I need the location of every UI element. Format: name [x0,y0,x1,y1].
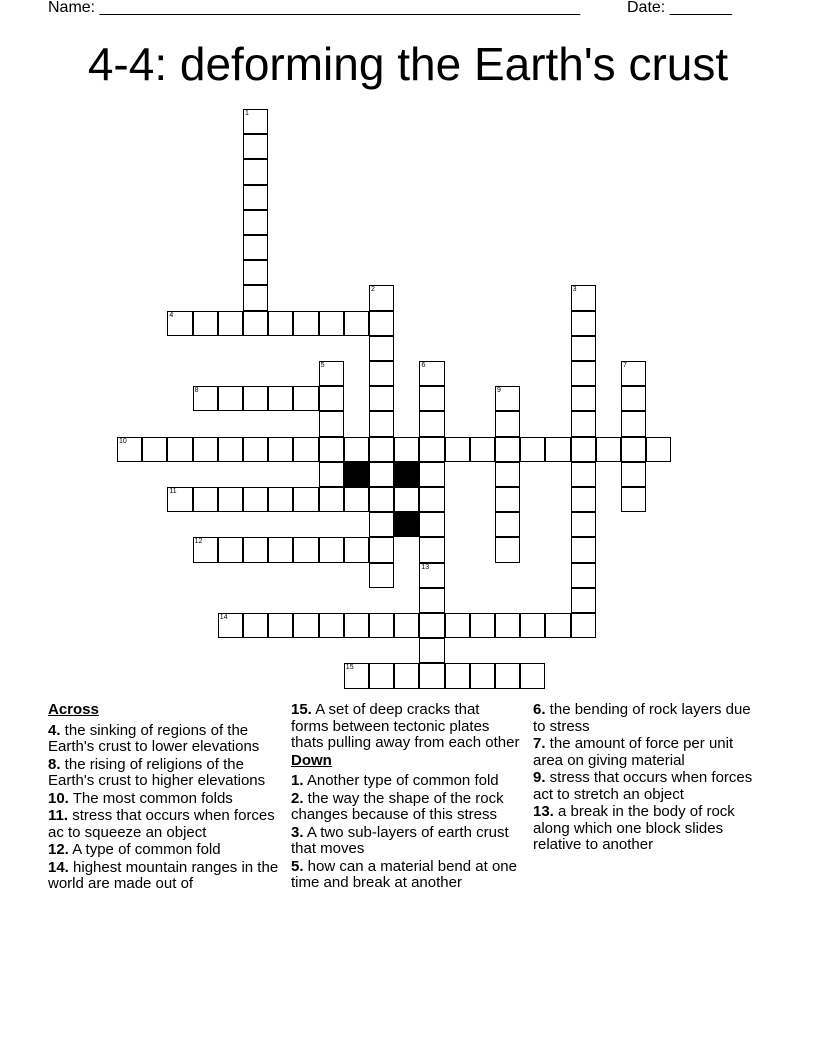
grid-cell[interactable] [218,613,243,638]
grid-cell[interactable] [369,411,394,436]
grid-cell[interactable] [571,285,596,310]
grid-cell[interactable] [621,411,646,436]
clue-number: 13. [533,803,554,820]
clue-text: the rising of religions of the Earth's crust to higher elevations [48,755,266,789]
grid-cell[interactable] [243,185,268,210]
grid-cell[interactable] [495,487,520,512]
grid-cell[interactable] [293,311,318,336]
grid-cell[interactable] [571,537,596,562]
clue-number-label: 14 [219,614,228,621]
grid-cell[interactable] [571,512,596,537]
clue-number-label: 8 [194,387,199,395]
clue-number: 6. [533,701,546,718]
clue-text: A two sub-layers of earth crust that moves [291,823,509,857]
grid-cell[interactable] [268,311,293,336]
grid-cell[interactable] [319,386,344,411]
clue-number-label: 2 [371,286,375,294]
grid-cell[interactable] [621,462,646,487]
grid-cell[interactable] [369,537,394,562]
clue-number-label: 1 [245,110,249,117]
grid-cell[interactable] [243,260,268,285]
grid-cell[interactable] [520,663,545,688]
grid-cell[interactable] [319,537,344,562]
grid-cell[interactable] [369,311,394,336]
grid-cell[interactable] [394,613,419,638]
grid-cell[interactable] [319,487,344,512]
grid-cell[interactable] [571,311,596,336]
grid-cell[interactable] [621,361,646,386]
grid-cell[interactable] [571,361,596,386]
grid-cell[interactable] [571,411,596,436]
grid-cell[interactable] [344,311,369,336]
grid-cell[interactable] [344,437,369,462]
grid-cell[interactable] [369,487,394,512]
clue-number-label: 11 [169,488,177,495]
clue-number-label: 10 [119,437,127,445]
grid-cell[interactable] [243,437,268,462]
grid-cell[interactable] [243,235,268,260]
grid-cell[interactable] [520,437,545,462]
grid-cell[interactable] [596,437,621,462]
grid-cell[interactable] [394,437,419,462]
grid-cell[interactable] [571,588,596,613]
clue-number: 9. [533,769,546,786]
clue-down-5 [291,859,521,892]
grid-cell[interactable] [319,462,344,487]
grid-cell[interactable] [470,613,495,638]
clue-number-label: 5 [320,362,325,369]
grid-cell[interactable] [621,437,646,462]
clue-across-4 [48,723,284,756]
grid-cell[interactable] [193,537,218,562]
clue-down-9 [533,770,765,803]
grid-cell[interactable] [571,336,596,361]
clues-column-2 [291,702,521,893]
date-field-label: Date: _______ [627,0,732,16]
clue-text: the amount of force per unit area on giving material [533,735,734,769]
down-heading: Down [291,751,332,769]
grid-cell[interactable] [445,613,470,638]
grid-cell[interactable] [419,386,444,411]
grid-cell[interactable] [218,487,243,512]
grid-cell[interactable] [293,437,318,462]
grid-cell[interactable] [319,411,344,436]
grid-cell[interactable] [621,386,646,411]
grid-cell[interactable] [495,411,520,436]
grid-cell[interactable] [520,613,545,638]
grid-cell[interactable] [243,134,268,159]
grid-cell[interactable] [243,159,268,184]
grid-cell[interactable] [218,311,243,336]
grid-cell[interactable] [369,361,394,386]
grid-cell[interactable] [495,613,520,638]
grid-cell[interactable] [319,437,344,462]
clue-down-3 [291,825,521,858]
grid-cell[interactable] [243,210,268,235]
grid-cell[interactable] [495,386,520,411]
grid-cell[interactable] [571,437,596,462]
clue-number: 3. [291,823,304,841]
grid-cell[interactable] [621,487,646,512]
grid-cell[interactable] [369,336,394,361]
clue-number-label: 15 [345,664,354,672]
grid-cell[interactable] [445,663,470,688]
clue-text: stress that occurs when forces ac to squeeze an object [48,807,275,841]
clue-number: 14. [48,858,69,876]
clue-number: 10. [48,789,69,807]
grid-cell[interactable] [419,663,444,688]
clue-text: A type of common fold [68,841,221,858]
clue-down-6 [533,702,765,735]
grid-cell[interactable] [394,663,419,688]
grid-cell[interactable] [193,311,218,336]
black-square [344,462,369,487]
clue-across-11 [48,808,284,841]
grid-cell[interactable] [344,663,369,688]
clue-number: 8. [48,755,61,773]
grid-cell[interactable] [419,411,444,436]
grid-cell[interactable] [243,487,268,512]
clue-number-label: 13 [421,563,430,571]
grid-cell[interactable] [193,386,218,411]
name-field-label: Name: ______________________________________________________ [48,0,581,16]
grid-cell[interactable] [243,285,268,310]
clue-number-label: 3 [572,286,577,294]
grid-cell[interactable] [369,512,394,537]
clue-text: the way the shape of the rock changes because of this stress [291,789,504,823]
clue-across-15 [291,702,521,752]
grid-cell[interactable] [243,613,268,638]
grid-cell[interactable] [495,512,520,537]
grid-cell[interactable] [243,537,268,562]
black-square [394,462,419,487]
grid-cell[interactable] [571,462,596,487]
grid-cell[interactable] [419,588,444,613]
grid-cell[interactable] [419,361,444,386]
grid-cell[interactable] [344,487,369,512]
grid-cell[interactable] [142,437,167,462]
grid-cell[interactable] [344,613,369,638]
clue-down-2 [291,791,521,824]
grid-cell[interactable] [495,437,520,462]
clue-number: 15. [291,701,312,718]
grid-cell[interactable] [268,487,293,512]
grid-cell[interactable] [419,613,444,638]
grid-cell[interactable] [268,386,293,411]
grid-cell[interactable] [293,613,318,638]
clues-column-1 [48,702,284,894]
clue-text: a break in the body of rock along which one block slides relative to another [533,803,735,853]
across-heading: Across [48,701,99,718]
clue-number-label: 4 [169,311,174,319]
clue-down-7 [533,736,765,769]
grid-cell[interactable] [193,437,218,462]
clue-number: 2. [291,789,304,807]
clue-number: 5. [291,857,304,875]
grid-cell[interactable] [243,386,268,411]
grid-cell[interactable] [470,663,495,688]
grid-cell[interactable] [419,487,444,512]
grid-cell[interactable] [344,537,369,562]
grid-cell[interactable] [646,437,671,462]
grid-cell[interactable] [571,563,596,588]
clue-text: The most common folds [68,789,233,807]
clue-text: the sinking of regions of the Earth's crust to lower elevations [48,721,260,755]
grid-cell[interactable] [419,563,444,588]
page-title: 4-4: deforming the Earth's crust [87,38,729,90]
grid-cell[interactable] [319,311,344,336]
grid-cell[interactable] [470,437,495,462]
clue-text: how can a material bend at one time and break at another [291,857,517,891]
grid-cell[interactable] [419,462,444,487]
clue-number: 1. [291,772,304,789]
grid-cell[interactable] [293,537,318,562]
grid-cell[interactable] [419,512,444,537]
grid-cell[interactable] [571,386,596,411]
clue-down-13 [533,804,765,854]
grid-cell[interactable] [495,663,520,688]
clue-number-label: 12 [194,538,203,546]
grid-cell[interactable] [167,311,192,336]
grid-cell[interactable] [369,285,394,310]
clue-text: A set of deep cracks that forms between tectonic plates thats pulling away from each other [291,701,520,751]
grid-cell[interactable] [293,386,318,411]
grid-cell[interactable] [369,563,394,588]
grid-cell[interactable] [445,437,470,462]
grid-cell[interactable] [218,386,243,411]
grid-cell[interactable] [419,537,444,562]
grid-cell[interactable] [369,386,394,411]
clue-text: highest mountain ranges in the world are made out of [48,858,279,892]
grid-cell[interactable] [243,109,268,134]
clue-text: Another type of common fold [303,772,499,789]
clue-across-8 [48,757,284,790]
grid-cell[interactable] [193,487,218,512]
grid-cell[interactable] [268,437,293,462]
clue-across-10 [48,791,284,808]
clue-number: 4. [48,721,61,739]
clues-column-3 [533,702,765,855]
grid-cell[interactable] [369,437,394,462]
clue-down-1 [291,773,521,790]
grid-cell[interactable] [545,437,570,462]
grid-cell[interactable] [319,613,344,638]
grid-cell[interactable] [293,487,318,512]
clue-number-label: 6 [421,362,426,369]
clue-number: 7. [533,735,546,752]
grid-cell[interactable] [167,487,192,512]
grid-cell[interactable] [369,613,394,638]
grid-cell[interactable] [268,537,293,562]
clue-across-12 [48,842,284,859]
grid-cell[interactable] [495,537,520,562]
grid-cell[interactable] [167,437,192,462]
grid-cell[interactable] [545,613,570,638]
clue-number-label: 7 [623,362,627,369]
grid-cell[interactable] [218,537,243,562]
grid-cell[interactable] [495,462,520,487]
clue-number: 11. [48,807,69,824]
grid-cell[interactable] [369,462,394,487]
clue-across-14 [48,860,284,893]
clue-number-label: 9 [497,387,501,395]
grid-cell[interactable] [243,311,268,336]
grid-cell[interactable] [571,487,596,512]
grid-cell[interactable] [369,663,394,688]
grid-cell[interactable] [419,638,444,663]
black-square [394,512,419,537]
grid-cell[interactable] [268,613,293,638]
grid-cell[interactable] [218,437,243,462]
grid-cell[interactable] [319,361,344,386]
grid-cell[interactable] [419,437,444,462]
clue-number: 12. [48,841,69,858]
grid-cell[interactable] [394,487,419,512]
clue-text: the bending of rock layers due to stress [533,701,751,735]
clue-text: stress that occurs when forces act to stretch an object [533,769,753,803]
grid-cell[interactable] [117,437,142,462]
grid-cell[interactable] [571,613,596,638]
